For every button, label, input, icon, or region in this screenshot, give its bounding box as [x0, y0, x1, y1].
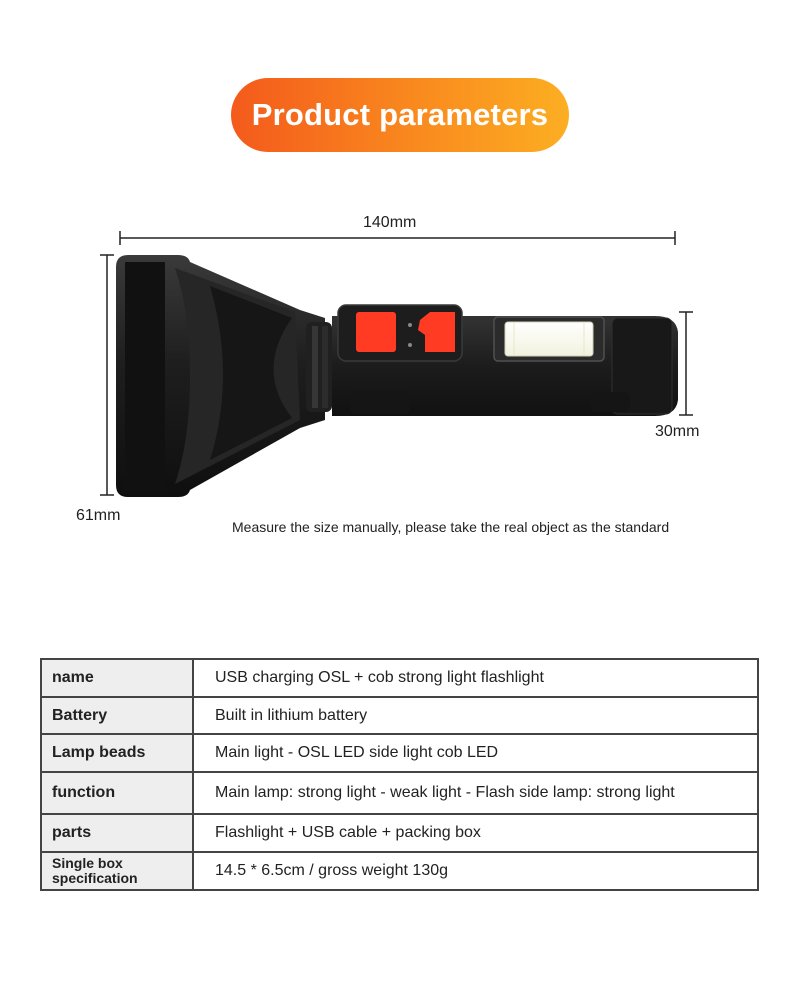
cob-side-light [494, 317, 604, 361]
length-dimension-line [120, 231, 675, 245]
table-row [41, 852, 758, 890]
spec-value: Built in lithium battery [193, 697, 758, 734]
page-title: Product parameters [251, 97, 549, 132]
indicator-dot-icon [408, 343, 412, 347]
spec-value: 14.5 * 6.5cm / gross weight 130g [193, 852, 758, 890]
table-row [41, 814, 758, 852]
head-diameter-label: 61mm [76, 507, 121, 524]
length-label: 140mm [363, 214, 417, 231]
table-row [41, 659, 758, 697]
handle-height-label: 30mm [655, 423, 700, 440]
spec-key: Lamp beads [41, 734, 193, 772]
spec-value: Main lamp: strong light - weak light - Flash side lamp: strong light [193, 772, 758, 814]
spec-key: name [41, 659, 193, 697]
spec-table [40, 658, 759, 891]
spec-key: parts [41, 814, 193, 852]
table-row [41, 772, 758, 814]
handle-height-dimension-line [679, 312, 693, 415]
spec-value: Flashlight + USB cable + packing box [193, 814, 758, 852]
table-row [41, 734, 758, 772]
measurement-note: Measure the size manually, please take the real object as the standard [232, 519, 670, 535]
table-row [41, 697, 758, 734]
spec-value: Main light - OSL LED side light cob LED [193, 734, 758, 772]
spec-value: USB charging OSL + cob strong light flashlight [193, 659, 758, 697]
flashlight-head [116, 255, 325, 497]
collar-ring [306, 322, 332, 412]
spec-key: function [41, 772, 193, 814]
spec-key: Battery [41, 697, 193, 734]
head-diameter-dimension-line [100, 255, 114, 495]
indicator-dot-icon-2 [408, 323, 412, 327]
power-button [356, 312, 396, 352]
spec-key: Single box specification [41, 852, 193, 890]
